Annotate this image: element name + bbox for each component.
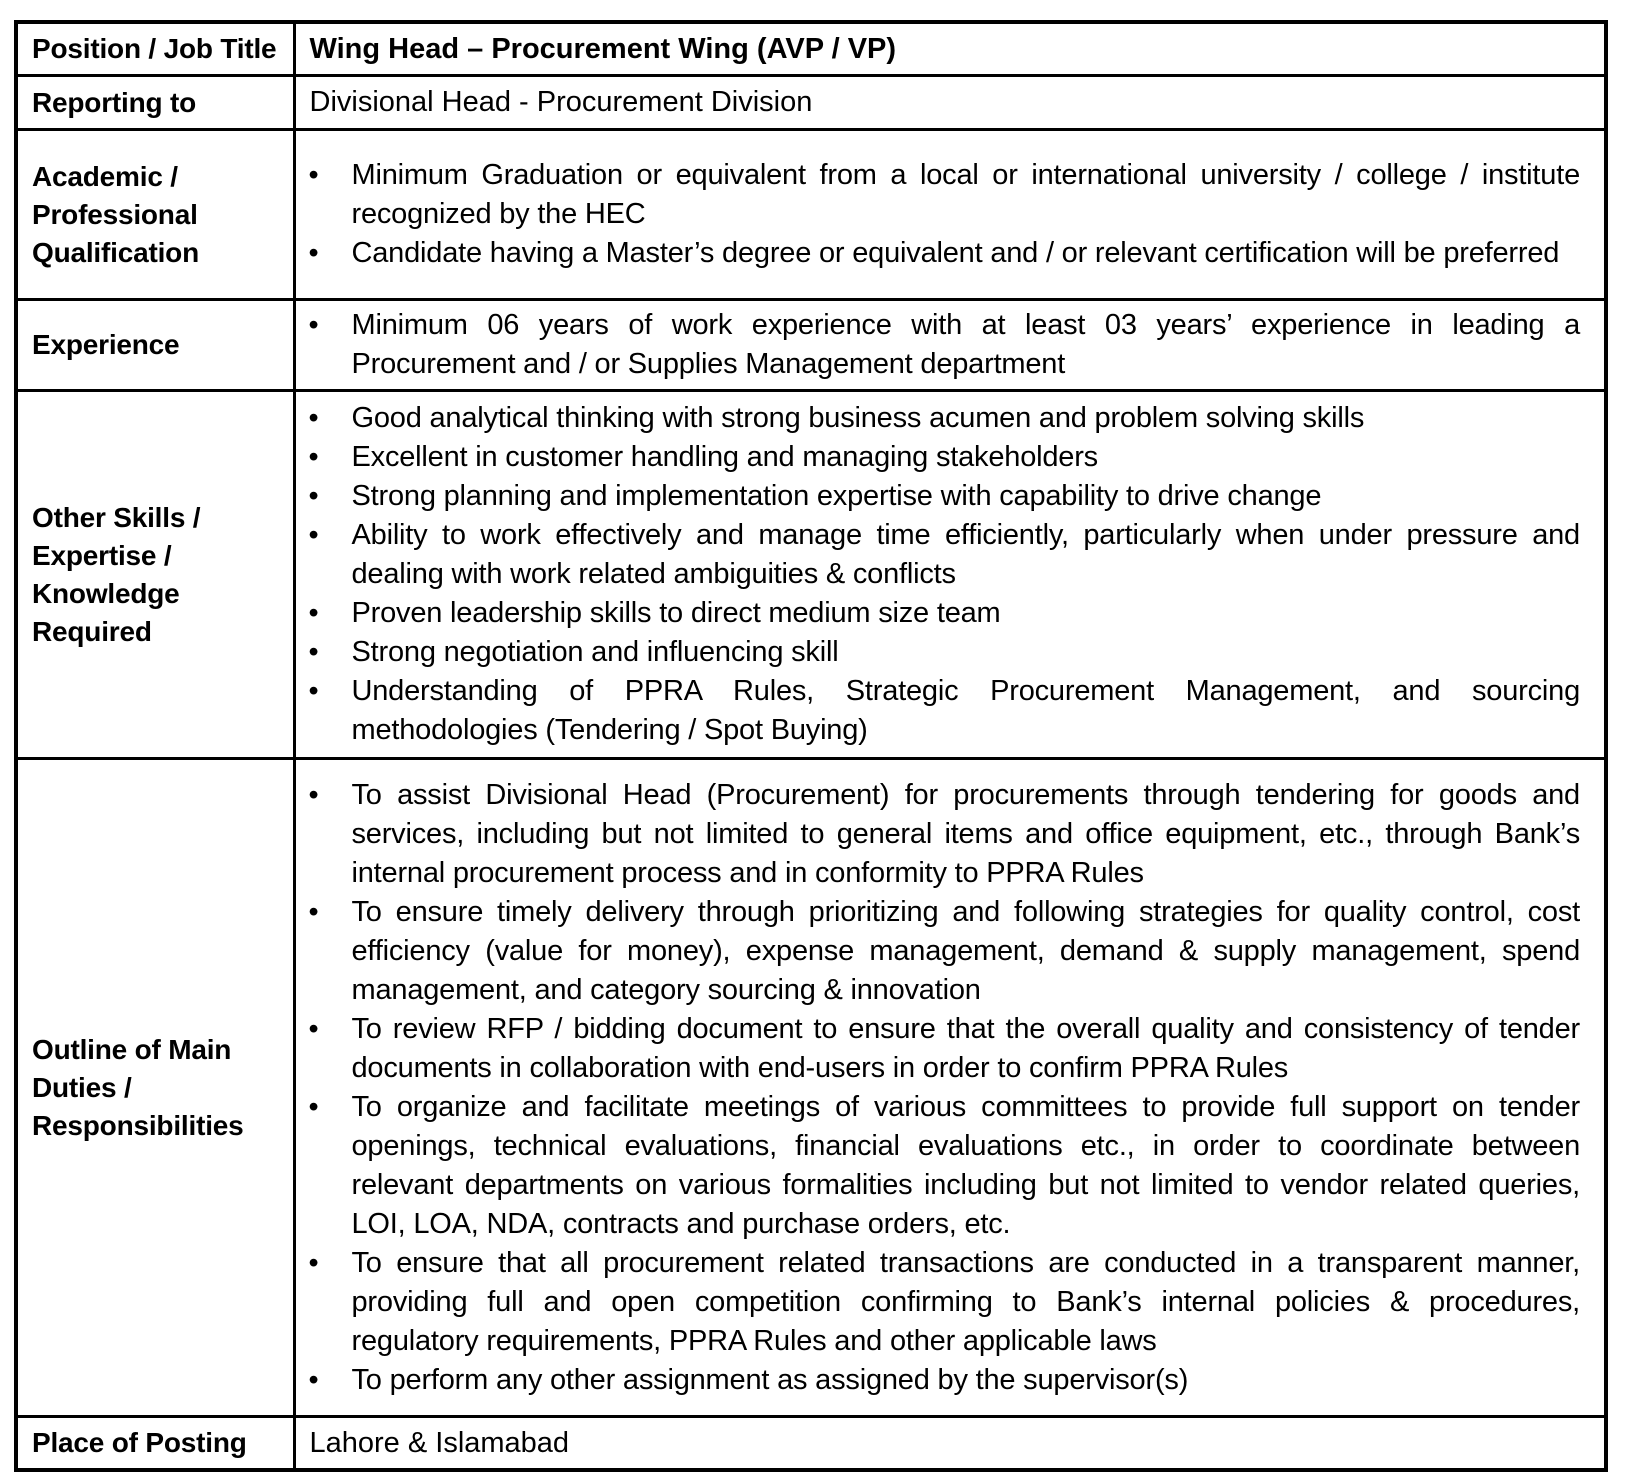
bullet-icon: •	[308, 237, 319, 269]
bullet-item	[309, 156, 1581, 234]
bullet-item	[309, 516, 1581, 594]
row-main-duties	[16, 759, 1606, 1417]
bullet-item	[309, 594, 1581, 633]
bullet-icon: •	[308, 1363, 319, 1396]
label-place-of-posting: Place of Posting	[16, 1417, 294, 1471]
row-academic-qualification	[16, 130, 1606, 300]
bullet-text: To assist Divisional Head (Procurement) for procurements through tendering for goods and services, including but not limited to general items and office equipment, etc., through Bank’s internal procurement process and in conformity to PPRA Rules	[351, 778, 1580, 889]
bullet-item	[309, 1244, 1581, 1361]
row-experience	[16, 300, 1606, 391]
bullet-icon: •	[308, 1012, 319, 1045]
bullet-icon: •	[308, 1090, 319, 1123]
bullet-icon: •	[308, 1246, 319, 1279]
main-duties-bullet-list	[296, 771, 1605, 1405]
row-other-skills	[16, 391, 1606, 759]
academic-qualification-bullet-list	[296, 151, 1605, 278]
bullet-icon: •	[308, 778, 319, 811]
label-position-job-title: Position / Job Title	[16, 22, 294, 76]
bullet-text: Candidate having a Master’s degree or equivalent and / or relevant certification will be preferred	[351, 237, 1560, 269]
bullet-text: Understanding of PPRA Rules, Strategic Procurement Management, and sourcing methodologies (Tendering / Spot Buying)	[351, 675, 1580, 746]
job-description-table	[14, 20, 1608, 1472]
bullet-icon: •	[308, 675, 319, 707]
bullet-text: Ability to work effectively and manage time efficiently, particularly when under pressure and dealing with work related ambiguities & conflicts	[351, 519, 1580, 590]
bullet-text: Good analytical thinking with strong business acumen and problem solving skills	[351, 402, 1365, 434]
bullet-icon: •	[308, 597, 319, 629]
cell-position-job-title	[294, 22, 1606, 76]
label-experience: Experience	[16, 300, 294, 391]
value-place-of-posting: Lahore & Islamabad	[309, 1426, 570, 1459]
bullet-text: Minimum 06 years of work experience with at least 03 years’ experience in leading a Procurement and / or Supplies Management department	[351, 309, 1580, 380]
bullet-text: Strong negotiation and influencing skill	[351, 636, 839, 668]
bullet-item	[309, 438, 1581, 477]
label-reporting-to: Reporting to	[16, 76, 294, 130]
bullet-item	[309, 306, 1581, 384]
bullet-item	[309, 1361, 1581, 1400]
bullet-icon: •	[308, 895, 319, 928]
cell-other-skills	[294, 391, 1606, 759]
bullet-icon: •	[308, 519, 319, 551]
bullet-text: Minimum Graduation or equivalent from a local or international university / college / institute recognized by the HEC	[351, 159, 1580, 230]
bullet-text: To ensure timely delivery through prioritizing and following strategies for quality control, cost efficiency (value for money), expense management, demand & supply management, spend management, and category sourcing & innovation	[351, 895, 1580, 1006]
bullet-item	[309, 893, 1581, 1010]
cell-experience	[294, 300, 1606, 391]
bullet-icon: •	[308, 441, 319, 473]
bullet-text: To organize and facilitate meetings of various committees to provide full support on tender openings, technical evaluations, financial evaluations etc., in order to coordinate between relevant departments on various formalities including but not limited to vendor related queries, LOI, LOA, NDA, contracts and purchase orders, etc.	[351, 1090, 1580, 1240]
bullet-icon: •	[308, 309, 319, 341]
bullet-text: Proven leadership skills to direct medium size team	[351, 597, 1001, 629]
bullet-text: Strong planning and implementation expertise with capability to drive change	[351, 480, 1322, 512]
bullet-icon: •	[308, 480, 319, 512]
bullet-icon: •	[308, 636, 319, 668]
cell-academic-qualification	[294, 130, 1606, 300]
cell-place-of-posting	[294, 1417, 1606, 1471]
row-reporting-to	[16, 76, 1606, 130]
bullet-text: To ensure that all procurement related transactions are conducted in a transparent manner, providing full and open competition confirming to Bank’s internal policies & procedures, regulatory requirements, PPRA Rules and other applicable laws	[351, 1246, 1580, 1357]
bullet-item	[309, 234, 1581, 273]
bullet-text: To review RFP / bidding document to ensure that the overall quality and consistency of tender documents in collaboration with end-users in order to confirm PPRA Rules	[351, 1012, 1580, 1084]
bullet-text: To perform any other assignment as assigned by the supervisor(s)	[351, 1363, 1189, 1396]
row-place-of-posting	[16, 1417, 1606, 1471]
bullet-icon: •	[308, 159, 319, 191]
label-other-skills: Other Skills / Expertise / Knowledge Required	[16, 391, 294, 759]
cell-reporting-to	[294, 76, 1606, 130]
bullet-item	[309, 399, 1581, 438]
bullet-icon: •	[308, 402, 319, 434]
value-position-job-title: Wing Head – Procurement Wing (AVP / VP)	[309, 32, 897, 65]
experience-bullet-list	[296, 301, 1605, 389]
label-main-duties: Outline of Main Duties / Responsibilities	[16, 759, 294, 1417]
bullet-item	[309, 477, 1581, 516]
label-academic-qualification: Academic / Professional Qualification	[16, 130, 294, 300]
other-skills-bullet-list	[296, 394, 1605, 755]
row-position-job-title	[16, 22, 1606, 76]
bullet-item	[309, 1010, 1581, 1088]
bullet-item	[309, 1088, 1581, 1244]
bullet-text: Excellent in customer handling and managing stakeholders	[351, 441, 1098, 473]
value-reporting-to: Divisional Head - Procurement Division	[309, 86, 813, 118]
bullet-item	[309, 776, 1581, 893]
bullet-item	[309, 633, 1581, 672]
bullet-item	[309, 672, 1581, 750]
cell-main-duties	[294, 759, 1606, 1417]
